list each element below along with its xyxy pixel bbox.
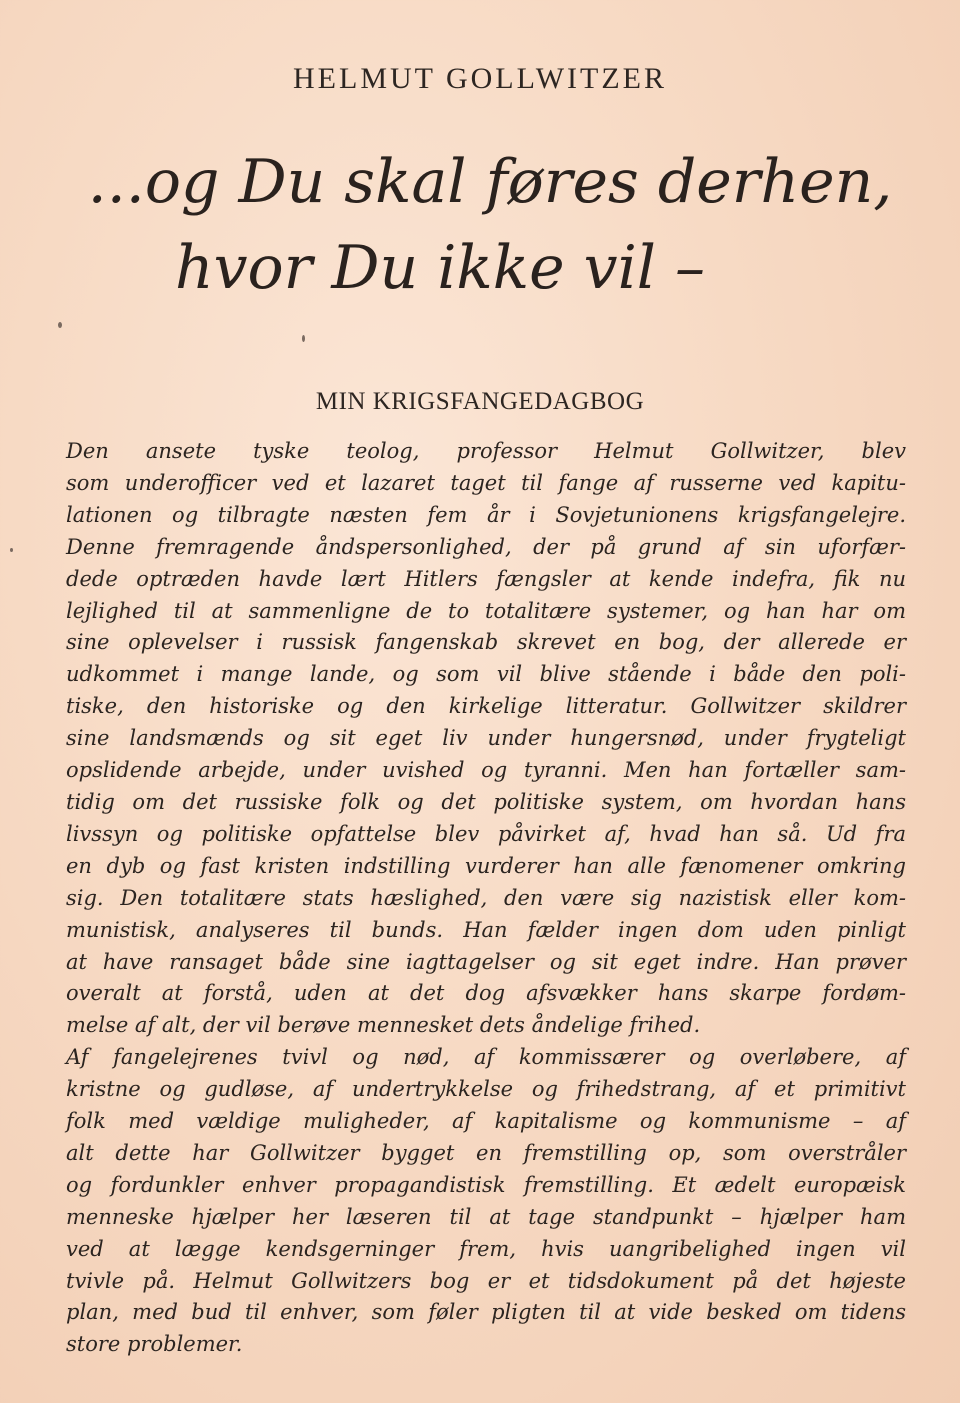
text-line: dede optræden havde lært Hitlers fængsler at kende indefra, fik nu [66,566,906,591]
paper-speck [302,335,305,342]
title-line-1: ...og Du skal føres derhen, [87,147,893,217]
text-line: plan, med bud til enhver, som føler pligten til at vide besked om tidens [66,1300,906,1325]
text-line: menneske hjælper her læseren til at tage standpunkt – hjælper ham [66,1204,906,1229]
text-line: ved at lægge kendsgerninger frem, hvis uangribelighed ingen vil [66,1236,906,1261]
text-line: udkommet i mange lande, og som vil blive stående i både den poli- [66,662,906,687]
text-line: sine landsmænds og sit eget liv under hungersnød, under frygteligt [66,726,906,751]
text-line: Af fangelejrenes tvivl og nød, af kommissærer og overløbere, af [66,1045,906,1070]
paper-speck [58,322,62,328]
subtitle: MIN KRIGSFANGEDAGBOG [315,388,645,415]
text-line: Den ansete tyske teolog, professor Helmut Gollwitzer, blev [66,439,906,463]
text-line: og fordunkler enhver propagandistisk fremstilling. Et ædelt europæisk [66,1172,906,1197]
text-line: overalt at forstå, uden at det dog afsvækker hans skarpe fordøm- [66,981,906,1006]
text-line: en dyb og fast kristen indstilling vurderer han alle fænomener omkring [66,853,906,878]
text-line: Denne fremragende åndspersonlighed, der på grund af sin uforfær- [66,534,906,559]
text-line: sig. Den totalitære stats hæslighed, den være sig nazistisk eller kom- [66,885,906,910]
text-line: lationen og tilbragte næsten fem år i Sovjetunionens krigsfangelejre. [66,502,906,527]
text-line: alt dette har Gollwitzer bygget en fremstilling op, som overstråler [66,1140,906,1165]
text-line: melse af alt, der vil berøve mennesket dets åndelige frihed. [66,1013,701,1038]
title-line-2: hvor Du ikke vil – [174,233,706,303]
text-line: tidig om det russiske folk og det politiske system, om hvordan hans [66,789,906,814]
text-line: kristne og gudløse, af undertrykkelse og frihedstrang, af et primitivt [66,1077,906,1102]
author-name: HELMUT GOLLWITZER [293,62,667,95]
text-line: tvivle på. Helmut Gollwitzers bog er et tidsdokument på det højeste [66,1268,906,1293]
paper-speck [10,548,13,552]
text-line: lejlighed til at sammenligne de to totalitære systemer, og han har om [66,598,906,623]
text-line: livssyn og politiske opfattelse blev påvirket af, hvad han så. Ud fra [66,821,906,846]
text-line: munistisk, analyseres til bunds. Han fælder ingen dom uden pinligt [66,917,906,942]
text-line: sine oplevelser i russisk fangenskab skrevet en bog, der allerede er [66,630,906,655]
text-line: folk med vældige muligheder, af kapitalisme og kommunisme – af [66,1109,906,1134]
text-line: tiske, den historiske og den kirkelige litteratur. Gollwitzer skildrer [66,694,906,719]
text-line: store problemer. [66,1332,243,1357]
text-line: opslidende arbejde, under uvished og tyranni. Men han fortæller sam- [66,758,906,783]
text-line: som underofficer ved et lazaret taget til fange af russerne ved kapitu- [66,470,906,495]
text-line: at have ransaget både sine iagttagelser og sit eget indre. Han prøver [66,949,906,974]
description-text [66,436,906,1361]
